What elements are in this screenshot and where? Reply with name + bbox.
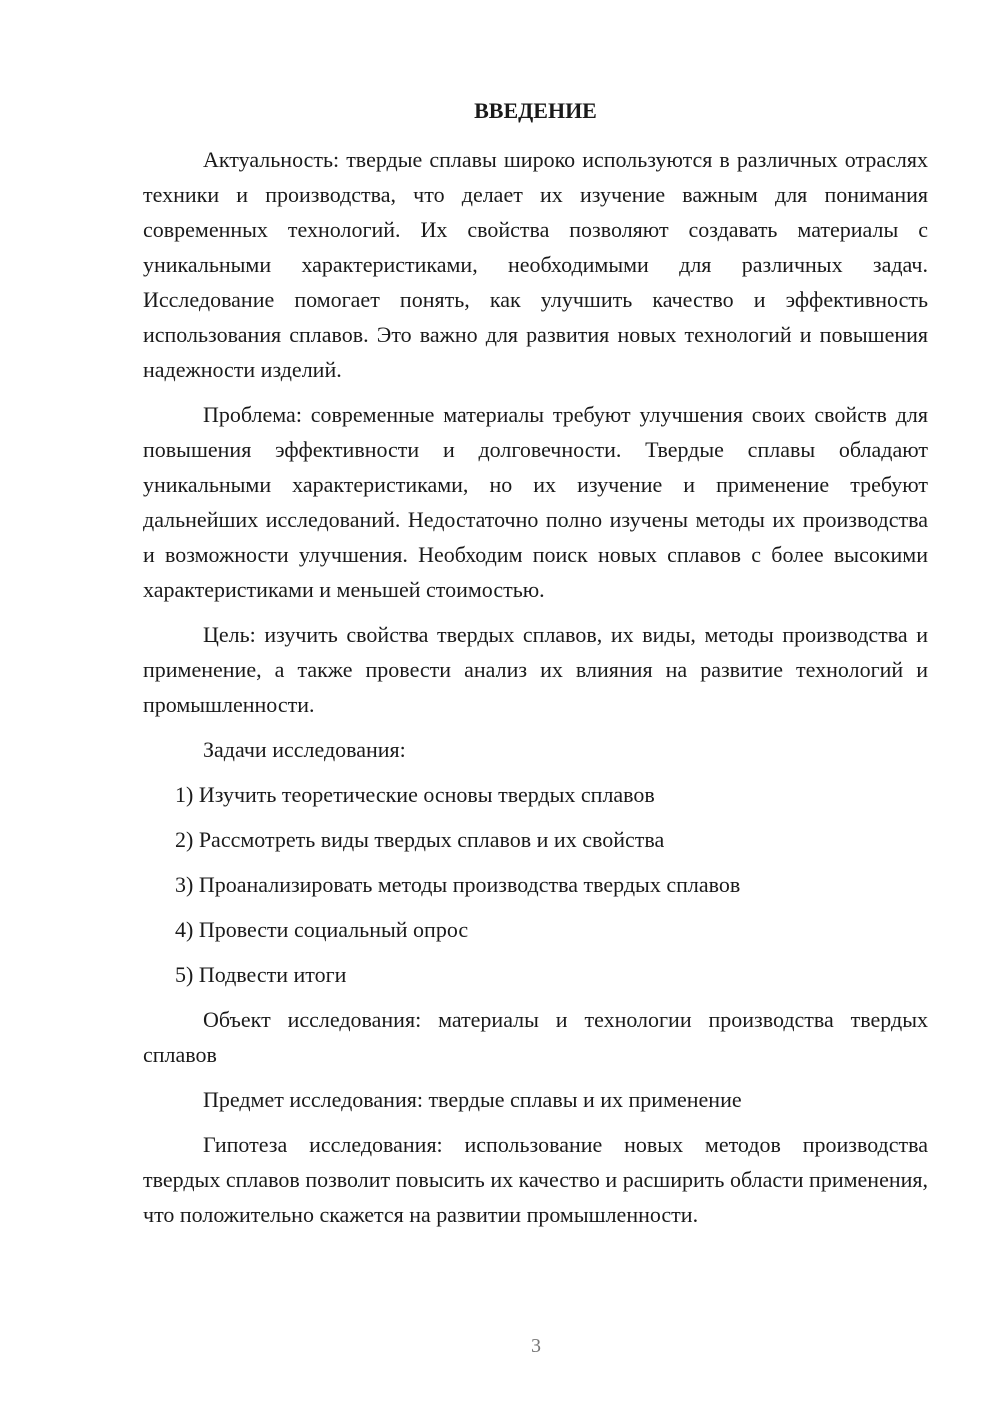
section-heading: ВВЕДЕНИЕ [474,98,597,123]
object-paragraph: Объект исследования: материалы и технологии производства твердых сплавов [143,1007,928,1067]
task-item: 1) Изучить теоретические основы твердых сплавов [175,782,655,807]
tasks-list [143,777,928,992]
task-item: 3) Проанализировать методы производства твердых сплавов [175,872,741,897]
hypothesis-paragraph: Гипотеза исследования: использование новых методов производства твердых сплавов позволит повысить их качество и расширить области применения, что положительно скажется на развитии промышленности. [143,1132,928,1227]
subject-paragraph: Предмет исследования: твердые сплавы и их применение [203,1087,742,1112]
problem-paragraph: Проблема: современные материалы требуют улучшения своих свойств для повышения эффективности и долговечности. Твердые сплавы обладают уникальными характеристиками, но их изучение и применение требуют дальнейших исследований. Недостаточно полно изучены методы их производства и возможности улучшения. Необходим поиск новых сплавов с более высокими характеристиками и меньшей стоимостью. [143,402,928,602]
task-item: 4) Провести социальный опрос [175,917,469,942]
task-item: 5) Подвести итоги [175,962,347,987]
document-body [143,142,928,1242]
goal-paragraph: Цель: изучить свойства твердых сплавов, их виды, методы производства и применение, а также провести анализ их влияния на развитие технологий и промышленности. [143,622,928,717]
relevance-paragraph: Актуальность: твердые сплавы широко используются в различных отраслях техники и производства, что делает их изучение важным для понимания современных технологий. Их свойства позволяют создавать материалы с уникальными характеристиками, необходимыми для различных задач. Исследование помогает понять, как улучшить качество и эффективность использования сплавов. Это важно для развития новых технологий и повышения надежности изделий. [143,147,928,382]
tasks-intro: Задачи исследования: [203,737,406,762]
task-item: 2) Рассмотреть виды твердых сплавов и их свойства [175,827,665,852]
page-number: 3 [531,1335,541,1357]
